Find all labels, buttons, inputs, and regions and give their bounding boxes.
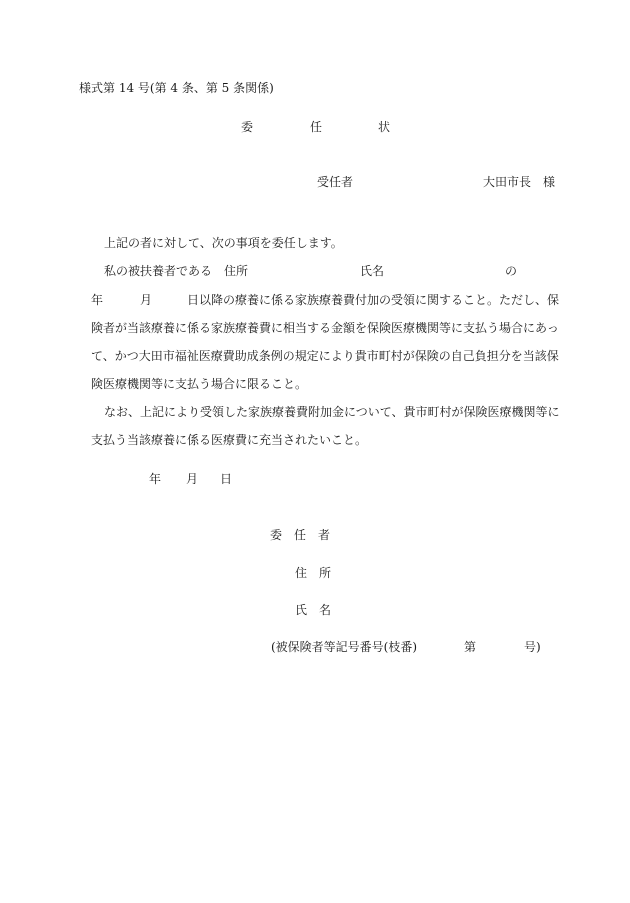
agent-label: 受任者 xyxy=(317,175,354,189)
start-year-label: 年 xyxy=(91,293,104,307)
principal-name-label: 氏 名 xyxy=(295,603,332,617)
body-line-8: 支払う当該療養に係る医療費に充当されたいこと。 xyxy=(91,433,368,447)
date-year-label: 年 xyxy=(149,472,162,486)
insurance-number-label: (被保険者等記号番号(枝番) xyxy=(271,640,418,654)
insurance-number-go: 号) xyxy=(524,640,541,654)
principal-heading: 委 任 者 xyxy=(270,528,331,542)
body-line-3: 日以降の療養に係る家族療養費付加の受領に関すること。ただし、保 xyxy=(187,293,560,307)
recipient: 大田市長 様 xyxy=(483,175,556,189)
date-day-label: 日 xyxy=(220,472,233,486)
body-line-7: なお、上記により受領した家族療養費附加金について、貴市町村が保険医療機関等に xyxy=(104,405,560,419)
date-month-label: 月 xyxy=(186,472,199,486)
title-char-1: 委 xyxy=(241,120,254,134)
body-line-6: 険医療機関等に支払う場合に限ること。 xyxy=(91,377,308,391)
dependent-address-label: 私の被扶養者である 住所 xyxy=(104,264,249,278)
principal-address-label: 住 所 xyxy=(295,566,332,580)
body-line-5: て、かつ大田市福祉医療費助成条例の規定により貴市町村が保険の自己負担分を当該保 xyxy=(91,349,559,363)
title-char-2: 任 xyxy=(310,120,323,134)
form-number: 様式第 14 号(第 4 条、第 5 条関係) xyxy=(79,81,274,95)
body-line-4: 険者が当該療養に係る家族療養費に相当する金額を保険医療機関等に支払う場合にあっ xyxy=(91,321,559,335)
insurance-number-dai: 第 xyxy=(464,640,477,654)
body-line-1: 上記の者に対して、次の事項を委任します。 xyxy=(104,236,343,250)
dependent-name-label: 氏名 xyxy=(360,264,385,278)
title-char-3: 状 xyxy=(378,120,391,134)
dependent-suffix: の xyxy=(505,264,518,278)
start-month-label: 月 xyxy=(140,293,153,307)
